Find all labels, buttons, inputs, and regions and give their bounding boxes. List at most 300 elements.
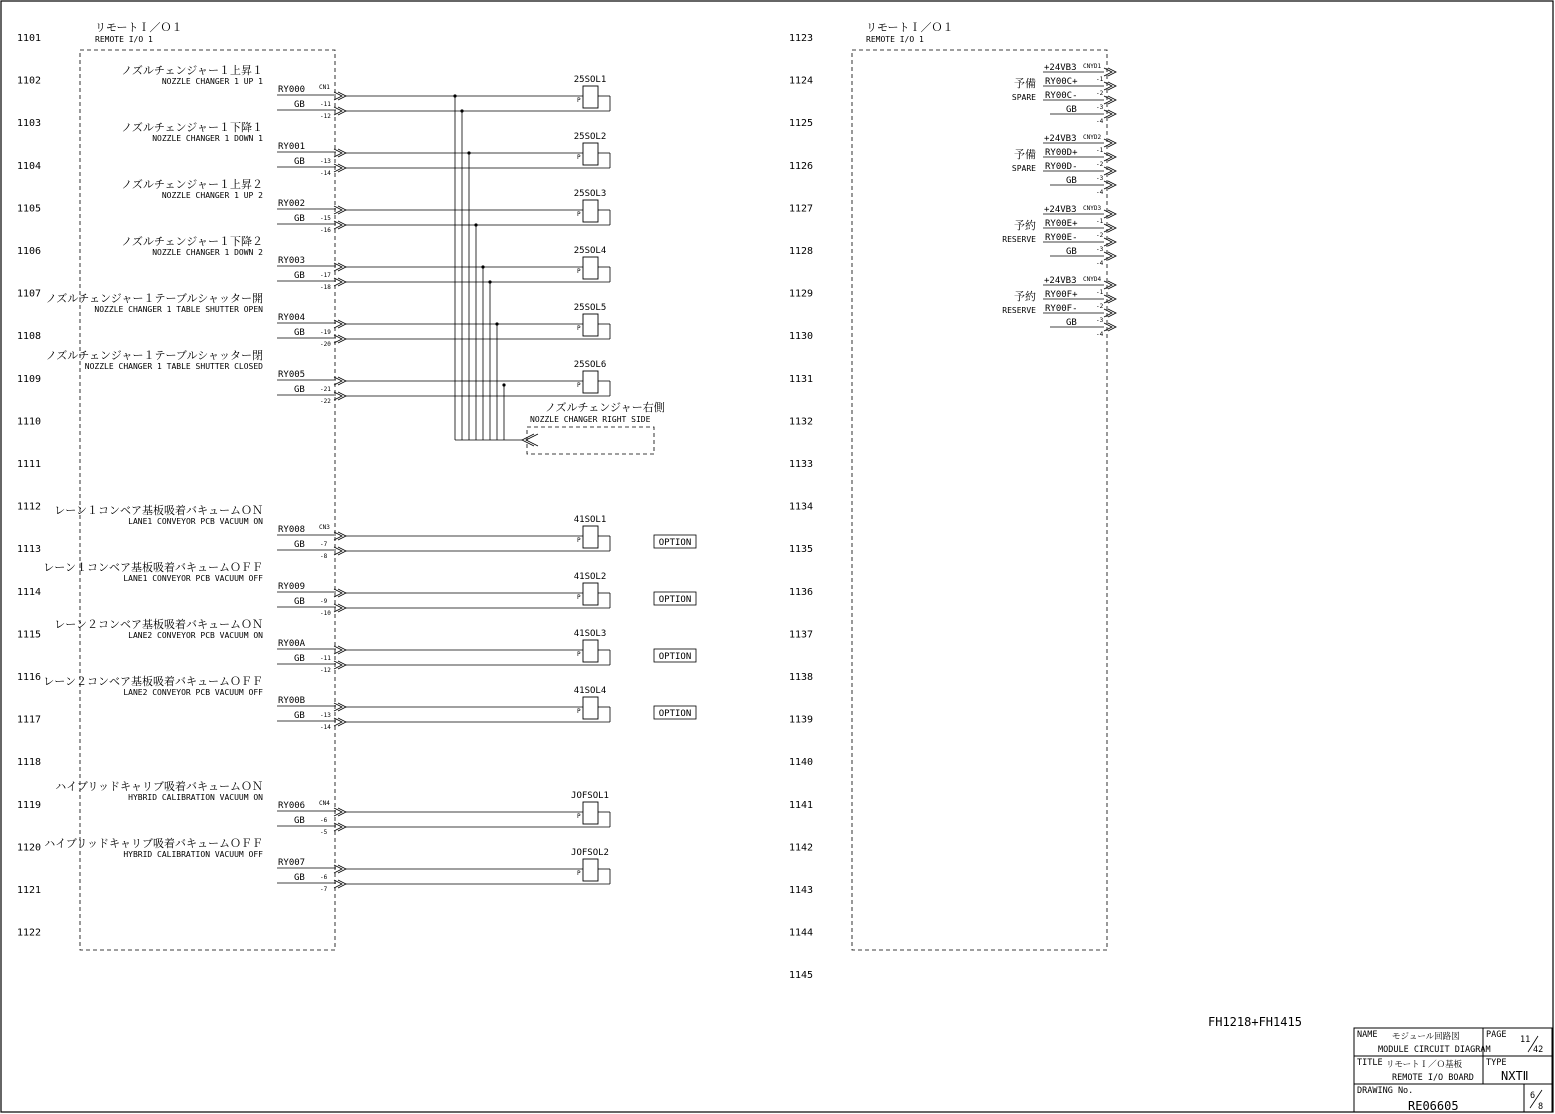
- title-en: REMOTE I/O BOARD: [1392, 1073, 1474, 1083]
- pin-label: -1: [1096, 289, 1104, 296]
- page-number: 11: [1520, 1035, 1531, 1045]
- ground-name: GB: [294, 873, 305, 883]
- line-number: 1134: [789, 501, 814, 513]
- pin-label: -2: [1096, 161, 1104, 168]
- valve-port: P: [577, 211, 581, 218]
- valve-port: P: [577, 537, 581, 544]
- valve-port: P: [577, 97, 581, 104]
- solenoid-valve-41sol1: [574, 515, 610, 551]
- signal-row-ry006: [55, 779, 610, 836]
- line-number: 1116: [17, 672, 42, 683]
- pin-label: -14: [320, 724, 331, 731]
- type-label: TYPE: [1486, 1058, 1507, 1068]
- ground-name: GB: [1066, 105, 1077, 115]
- line-number: 1104: [17, 160, 42, 172]
- connector-arrow-icon: [1104, 295, 1116, 303]
- spare-label-en: SPARE: [1011, 164, 1036, 173]
- line-number: 1139: [789, 714, 814, 726]
- valve-coil: [583, 371, 598, 393]
- spare-connector-cnyd2: [1012, 134, 1116, 196]
- connector-arrow-icon: [1104, 210, 1116, 218]
- connector-arrow-icon: [334, 880, 346, 888]
- line-number: 1121: [17, 885, 42, 896]
- junction-dot: [488, 280, 491, 283]
- ground-name: GB: [294, 100, 305, 110]
- connector-arrow-icon: [1104, 181, 1116, 189]
- ground-name: GB: [1066, 318, 1077, 328]
- valve-port: P: [577, 651, 581, 658]
- row-label-jp: レーン２コンベア基板吸着バキュームＯＦＦ: [43, 675, 263, 688]
- line-numbers-left: [17, 33, 41, 939]
- connector-arrow-icon: [334, 718, 346, 726]
- pin-label: -11: [320, 101, 331, 108]
- signal-plus: RY00E+: [1045, 219, 1078, 229]
- line-number: 1111: [17, 459, 42, 470]
- spare-connector-cnyd1: [1012, 63, 1116, 125]
- line-number: 1112: [17, 501, 42, 513]
- name-label: NAME: [1357, 1030, 1378, 1040]
- connector-name: CN1: [319, 84, 330, 91]
- solenoid-valve-25sol1: [574, 75, 610, 111]
- line-number: 1145: [789, 970, 814, 982]
- signal-name: RY004: [278, 313, 306, 323]
- row-label-jp: レーン２コンベア基板吸着バキュームＯＮ: [54, 618, 263, 631]
- ground-name: GB: [294, 157, 305, 167]
- line-number: 1123: [789, 33, 814, 44]
- valve-coil: [583, 583, 598, 605]
- row-label-jp: ハイブリッドキャリブ吸着バキュームＯＦＦ: [44, 837, 263, 850]
- option-label: OPTION: [658, 595, 692, 605]
- line-number: 1115: [17, 629, 42, 641]
- row-label-en: LANE1 CONVEYOR PCB VACUUM OFF: [123, 574, 263, 583]
- connector-arrow-icon: [1104, 167, 1116, 175]
- pin-label: -12: [320, 113, 331, 120]
- line-number: 1128: [789, 246, 814, 257]
- row-label-en: NOZZLE CHANGER 1 TABLE SHUTTER CLOSED: [84, 362, 263, 371]
- spare-label-jp: 予備: [1014, 148, 1036, 161]
- supply-name: +24VB3: [1044, 134, 1077, 144]
- title-jp: リモートＩ／Ｏ基板: [1386, 1060, 1463, 1070]
- connector-name: CN4: [319, 800, 330, 807]
- conveyor-vacuum-group: [43, 503, 696, 731]
- type-value: NXTⅡ: [1501, 1069, 1529, 1083]
- line-number: 1141: [789, 799, 814, 811]
- signal-name: RY000: [278, 85, 306, 95]
- spare-label-en: RESERVE: [1002, 235, 1036, 244]
- row-label-en: LANE2 CONVEYOR PCB VACUUM OFF: [123, 688, 263, 697]
- pin-label: -18: [320, 284, 331, 291]
- line-number: 1138: [789, 672, 814, 683]
- hybrid-calibration-group: [44, 779, 610, 893]
- ground-name: GB: [294, 816, 305, 826]
- pin-label: -4: [1096, 331, 1104, 338]
- connector-arrow-icon: [334, 377, 346, 385]
- connector-arrow-icon: [334, 278, 346, 286]
- connector-arrow-icon: [334, 547, 346, 555]
- pin-label: -8: [320, 553, 328, 560]
- pin-label: -14: [320, 170, 331, 177]
- junction-dot: [460, 109, 463, 112]
- row-label-en: NOZZLE CHANGER 1 TABLE SHUTTER OPEN: [94, 305, 263, 314]
- connector-name: CN3: [319, 524, 330, 531]
- signal-row-ry003: [121, 234, 610, 291]
- pin-label: -1: [1096, 218, 1104, 225]
- ground-name: GB: [294, 540, 305, 550]
- signal-row-ry002: [121, 177, 610, 234]
- valve-coil: [583, 314, 598, 336]
- row-label-jp: レーン１コンベア基板吸着バキュームＯＦＦ: [43, 561, 263, 574]
- connector-arrow-icon: [334, 661, 346, 669]
- junction-dot: [453, 94, 456, 97]
- connector-arrow-icon: [1104, 68, 1116, 76]
- option-badge: [654, 706, 696, 719]
- line-number: 1113: [17, 544, 42, 556]
- connector-arrow-icon: [1104, 281, 1116, 289]
- pin-label: -5: [320, 829, 328, 836]
- connector-arrow-icon: [334, 335, 346, 343]
- option-label: OPTION: [658, 538, 692, 548]
- signal-name: RY002: [278, 199, 306, 209]
- line-number: 1127: [789, 203, 814, 215]
- drawing-label: DRAWING No.: [1357, 1086, 1414, 1096]
- connector-arrow-icon: [334, 703, 346, 711]
- line-number: 1110: [17, 416, 42, 428]
- line-number: 1119: [17, 799, 42, 811]
- row-label-jp: ノズルチェンジャー１上昇１: [121, 64, 263, 77]
- line-number: 1143: [789, 885, 814, 896]
- pin-label: -4: [1096, 189, 1104, 196]
- connector-arrow-icon: [1104, 96, 1116, 104]
- connector-arrow-icon: [1104, 139, 1116, 147]
- line-number: 1129: [789, 288, 814, 300]
- title-block: [1354, 1028, 1552, 1113]
- valve-name: 41SOL1: [573, 515, 607, 525]
- spare-label-jp: 予約: [1014, 290, 1036, 303]
- signal-name: RY006: [278, 801, 306, 811]
- signal-row-ry004: [46, 292, 610, 348]
- valve-name: 25SOL2: [573, 132, 607, 142]
- valve-port: P: [577, 870, 581, 877]
- signal-plus: RY00D+: [1045, 148, 1078, 158]
- signal-plus: RY00C+: [1045, 77, 1078, 87]
- line-number: 1102: [17, 75, 42, 87]
- row-label-en: NOZZLE CHANGER 1 UP 1: [161, 77, 263, 86]
- pin-label: -15: [320, 215, 331, 222]
- pin-label: -6: [320, 817, 328, 824]
- pin-label: -17: [320, 272, 331, 279]
- signal-name: RY00B: [278, 696, 306, 706]
- row-label-jp: ノズルチェンジャー１テーブルシャッター閉: [45, 349, 263, 362]
- ground-name: GB: [294, 214, 305, 224]
- right-side-connector-icon: [522, 434, 538, 446]
- connector-arrow-icon: [1104, 153, 1116, 161]
- sheet-number: 6: [1530, 1091, 1536, 1101]
- pin-label: -20: [320, 341, 331, 348]
- valve-port: P: [577, 325, 581, 332]
- connector-arrow-icon: [1104, 323, 1116, 331]
- line-number: 1137: [789, 629, 814, 641]
- right-side-label-en: NOZZLE CHANGER RIGHT SIDE: [530, 415, 651, 424]
- pin-label: -7: [320, 886, 328, 893]
- right-side-box: [527, 427, 654, 454]
- row-label-en: NOZZLE CHANGER 1 DOWN 2: [152, 248, 263, 257]
- signal-minus: RY00F-: [1045, 304, 1078, 314]
- row-label-en: HYBRID CALIBRATION VACUUM ON: [128, 793, 263, 802]
- ground-name: GB: [294, 271, 305, 281]
- solenoid-valve-25sol4: [574, 246, 610, 282]
- pin-label: -2: [1096, 90, 1104, 97]
- pin-label: -13: [320, 712, 331, 719]
- valve-name: 25SOL5: [573, 303, 607, 313]
- line-numbers-right: [789, 33, 813, 981]
- signal-row-ry00a: [54, 617, 696, 674]
- line-number: 1132: [789, 416, 814, 428]
- option-badge: [654, 535, 696, 548]
- pin-label: -13: [320, 158, 331, 165]
- connector-arrow-icon: [334, 604, 346, 612]
- line-number: 1109: [17, 373, 42, 385]
- solenoid-valve-25sol3: [574, 189, 610, 225]
- solenoid-valve-25sol2: [574, 132, 610, 168]
- valve-name: 41SOL4: [573, 686, 607, 696]
- connector-name: CNYD3: [1083, 205, 1102, 212]
- signal-name: RY009: [278, 582, 306, 592]
- connector-arrow-icon: [334, 865, 346, 873]
- connector-arrow-icon: [334, 646, 346, 654]
- line-number: 1107: [17, 288, 42, 300]
- valve-name: JOFSOL2: [571, 848, 609, 858]
- solenoid-valve-jofsol2: [571, 848, 610, 884]
- line-number: 1105: [17, 203, 42, 215]
- valve-port: P: [577, 268, 581, 275]
- junction-dot: [495, 322, 498, 325]
- connector-arrow-icon: [334, 808, 346, 816]
- pin-label: -3: [1096, 104, 1104, 111]
- solenoid-valve-25sol6: [574, 360, 610, 396]
- solenoid-valve-41sol2: [574, 572, 610, 608]
- signal-name: RY005: [278, 370, 306, 380]
- pin-label: -1: [1096, 147, 1104, 154]
- ground-name: GB: [294, 597, 305, 607]
- signal-row-ry00b: [43, 674, 696, 731]
- name-en: MODULE CIRCUIT DIAGRAM: [1378, 1045, 1491, 1055]
- line-number: 1114: [17, 586, 42, 598]
- spare-label-jp: 予備: [1014, 77, 1036, 90]
- pin-label: -21: [320, 386, 331, 393]
- nozzle-changer-right-side: [522, 400, 665, 454]
- solenoid-valve-jofsol1: [571, 791, 610, 827]
- line-number: 1135: [789, 544, 814, 556]
- nozzle-changer-group: [46, 63, 610, 405]
- line-number: 1140: [789, 757, 814, 769]
- row-label-en: NOZZLE CHANGER 1 DOWN 1: [152, 134, 263, 143]
- row-label-en: NOZZLE CHANGER 1 UP 2: [161, 191, 263, 200]
- title-label: TITLE: [1357, 1058, 1383, 1068]
- pin-label: -3: [1096, 246, 1104, 253]
- pin-label: -9: [320, 598, 328, 605]
- signal-row-ry008: [54, 503, 696, 560]
- ground-name: GB: [1066, 247, 1077, 257]
- signal-name: RY00A: [278, 639, 306, 649]
- valve-coil: [583, 86, 598, 108]
- connector-name: CNYD1: [1083, 63, 1102, 70]
- sheet-border: [1, 1, 1553, 1112]
- pin-label: -3: [1096, 175, 1104, 182]
- row-label-en: LANE1 CONVEYOR PCB VACUUM ON: [128, 517, 263, 526]
- valve-name: 25SOL3: [573, 189, 607, 199]
- pin-label: -22: [320, 398, 331, 405]
- sheet-total: 8: [1538, 1102, 1544, 1112]
- spare-connector-cnyd3: [1002, 205, 1116, 267]
- valve-coil: [583, 526, 598, 548]
- option-badge: [654, 592, 696, 605]
- signal-row-ry001: [121, 120, 610, 177]
- line-number: 1131: [789, 373, 814, 385]
- pin-label: -1: [1096, 76, 1104, 83]
- option-label: OPTION: [658, 709, 692, 719]
- row-label-jp: ハイブリッドキャリブ吸着バキュームＯＮ: [55, 780, 263, 793]
- connector-arrow-icon: [334, 164, 346, 172]
- junction-dot: [467, 151, 470, 154]
- valve-coil: [583, 859, 598, 881]
- right-block-title-jp: リモートＩ／Ｏ１: [866, 21, 954, 34]
- solenoid-valve-41sol4: [574, 686, 610, 722]
- valve-port: P: [577, 708, 581, 715]
- valve-name: 41SOL3: [573, 629, 607, 639]
- pin-label: -2: [1096, 232, 1104, 239]
- line-number: 1130: [789, 331, 814, 343]
- left-block-title-jp: リモートＩ／Ｏ１: [95, 21, 183, 34]
- connector-name: CNYD2: [1083, 134, 1102, 141]
- pin-label: -3: [1096, 317, 1104, 324]
- line-number: 1101: [17, 33, 42, 44]
- valve-name: 25SOL4: [573, 246, 607, 256]
- spare-connector-cnyd4: [1002, 276, 1116, 338]
- row-label-jp: レーン１コンベア基板吸着バキュームＯＮ: [54, 504, 263, 517]
- supply-name: +24VB3: [1044, 205, 1077, 215]
- signal-minus: RY00C-: [1045, 91, 1078, 101]
- option-badge: [654, 649, 696, 662]
- option-label: OPTION: [658, 652, 692, 662]
- connector-arrow-icon: [1104, 224, 1116, 232]
- spare-connectors-group: [1002, 63, 1116, 338]
- connector-arrow-icon: [1104, 110, 1116, 118]
- line-number: 1118: [17, 757, 42, 769]
- page-total: 42: [1533, 1045, 1544, 1055]
- connector-arrow-icon: [334, 589, 346, 597]
- junction-dot: [474, 223, 477, 226]
- ground-name: GB: [294, 711, 305, 721]
- spare-label-en: SPARE: [1011, 93, 1036, 102]
- connector-arrow-icon: [334, 823, 346, 831]
- supply-name: +24VB3: [1044, 63, 1077, 73]
- valve-coil: [583, 802, 598, 824]
- connector-arrow-icon: [334, 92, 346, 100]
- signal-name: RY008: [278, 525, 306, 535]
- pin-label: -10: [320, 610, 331, 617]
- line-number: 1117: [17, 714, 42, 726]
- signal-name: RY001: [278, 142, 306, 152]
- left-block-title-en: REMOTE I/O 1: [95, 35, 153, 44]
- valve-coil: [583, 200, 598, 222]
- solenoid-valve-25sol5: [574, 303, 610, 339]
- connector-arrow-icon: [334, 149, 346, 157]
- spare-label-jp: 予約: [1014, 219, 1036, 232]
- valve-coil: [583, 257, 598, 279]
- signal-name: RY007: [278, 858, 306, 868]
- line-number: 1125: [789, 118, 814, 130]
- valve-port: P: [577, 594, 581, 601]
- row-label-jp: ノズルチェンジャー１下降２: [121, 235, 263, 248]
- signal-row-ry000: [121, 63, 610, 120]
- row-label-jp: ノズルチェンジャー１テーブルシャッター開: [45, 292, 263, 305]
- connector-arrow-icon: [334, 107, 346, 115]
- solenoid-valve-41sol3: [574, 629, 610, 665]
- row-label-en: LANE2 CONVEYOR PCB VACUUM ON: [128, 631, 263, 640]
- supply-name: +24VB3: [1044, 276, 1077, 286]
- ground-name: GB: [1066, 176, 1077, 186]
- model-reference: FH1218+FH1415: [1208, 1015, 1302, 1029]
- drawing-number: RE06605: [1408, 1099, 1459, 1113]
- pin-label: -19: [320, 329, 331, 336]
- right-remote-io-block: [852, 21, 1116, 950]
- line-number: 1124: [789, 75, 814, 87]
- valve-coil: [583, 640, 598, 662]
- connector-arrow-icon: [1104, 309, 1116, 317]
- line-number: 1120: [17, 842, 42, 854]
- connector-arrow-icon: [334, 206, 346, 214]
- row-label-en: HYBRID CALIBRATION VACUUM OFF: [123, 850, 263, 859]
- line-number: 1103: [17, 118, 42, 130]
- connector-arrow-icon: [1104, 82, 1116, 90]
- valve-coil: [583, 143, 598, 165]
- line-number: 1106: [17, 246, 42, 257]
- line-number: 1133: [789, 459, 814, 470]
- valve-name: 25SOL6: [573, 360, 607, 370]
- pin-label: -11: [320, 655, 331, 662]
- pin-label: -7: [320, 541, 328, 548]
- pin-label: -4: [1096, 260, 1104, 267]
- connector-arrow-icon: [334, 320, 346, 328]
- connector-arrow-icon: [1104, 252, 1116, 260]
- signal-row-ry007: [44, 836, 610, 893]
- name-jp: モジュール回路図: [1392, 1032, 1460, 1042]
- valve-name: JOFSOL1: [571, 791, 609, 801]
- signal-row-ry005: [46, 349, 610, 405]
- connector-arrow-icon: [334, 221, 346, 229]
- ground-name: GB: [294, 654, 305, 664]
- right-side-label-jp: ノズルチェンジャー右側: [545, 401, 665, 414]
- signal-minus: RY00D-: [1045, 162, 1078, 172]
- valve-coil: [583, 697, 598, 719]
- line-number: 1126: [789, 160, 814, 172]
- left-remote-io-block: [43, 21, 696, 950]
- valve-name: 41SOL2: [573, 572, 607, 582]
- ground-name: GB: [294, 385, 305, 395]
- pin-label: -4: [1096, 118, 1104, 125]
- pin-label: -16: [320, 227, 331, 234]
- line-number: 1122: [17, 927, 42, 939]
- connector-arrow-icon: [334, 392, 346, 400]
- connector-arrow-icon: [1104, 238, 1116, 246]
- line-number: 1142: [789, 842, 814, 854]
- junction-dot: [481, 265, 484, 268]
- junction-dot: [502, 383, 505, 386]
- pin-label: -6: [320, 874, 328, 881]
- connector-arrow-icon: [334, 532, 346, 540]
- signal-row-ry009: [43, 560, 696, 617]
- row-label-jp: ノズルチェンジャー１上昇２: [121, 178, 263, 191]
